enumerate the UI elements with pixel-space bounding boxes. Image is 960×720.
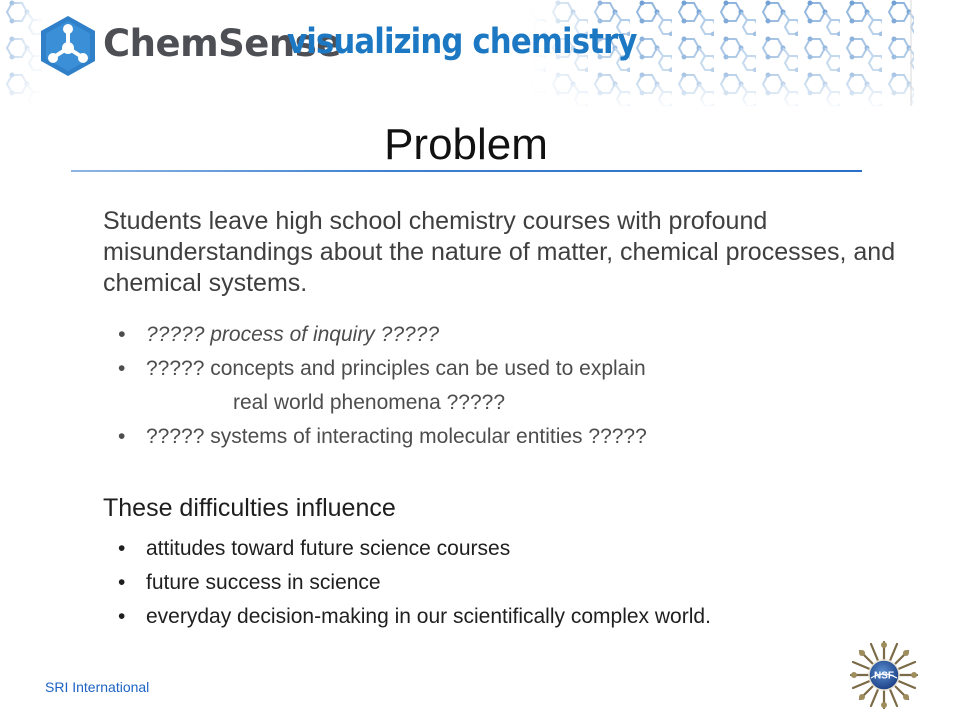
footer-organization: SRI International bbox=[45, 679, 150, 695]
brand-name: ChemSense bbox=[103, 22, 341, 65]
influence-list bbox=[106, 532, 711, 634]
nsf-seal-icon bbox=[849, 640, 919, 710]
influence-subheading: These difficulties influence bbox=[103, 494, 396, 522]
title-underline bbox=[71, 170, 862, 172]
list-item: • attitudes toward future science courses bbox=[106, 532, 711, 566]
svg-text:NSF: NSF bbox=[874, 670, 894, 682]
list-item-continuation: real world phenomena ????? bbox=[233, 391, 506, 414]
list-item: • everyday decision-making in our scientifically complex world. bbox=[106, 600, 711, 634]
list-item bbox=[106, 352, 647, 420]
list-item-text: ????? concepts and principles can be used to explain bbox=[146, 357, 646, 380]
misunderstanding-list bbox=[106, 318, 647, 454]
list-item-text: ????? process of inquiry ????? bbox=[146, 323, 440, 346]
header-banner bbox=[0, 0, 914, 106]
brand-tagline: visualizing chemistry bbox=[287, 22, 637, 62]
slide-title: Problem bbox=[384, 120, 548, 169]
list-item: • future success in science bbox=[106, 566, 711, 600]
intro-paragraph: Students leave high school chemistry courses with profound misunderstandings about the nature of matter, chemical processes, and chemical systems. bbox=[103, 207, 896, 297]
list-item bbox=[106, 420, 647, 454]
chemsense-logo-icon bbox=[38, 14, 98, 78]
list-item bbox=[106, 318, 647, 352]
list-item-text: ????? systems of interacting molecular entities ????? bbox=[146, 425, 647, 448]
